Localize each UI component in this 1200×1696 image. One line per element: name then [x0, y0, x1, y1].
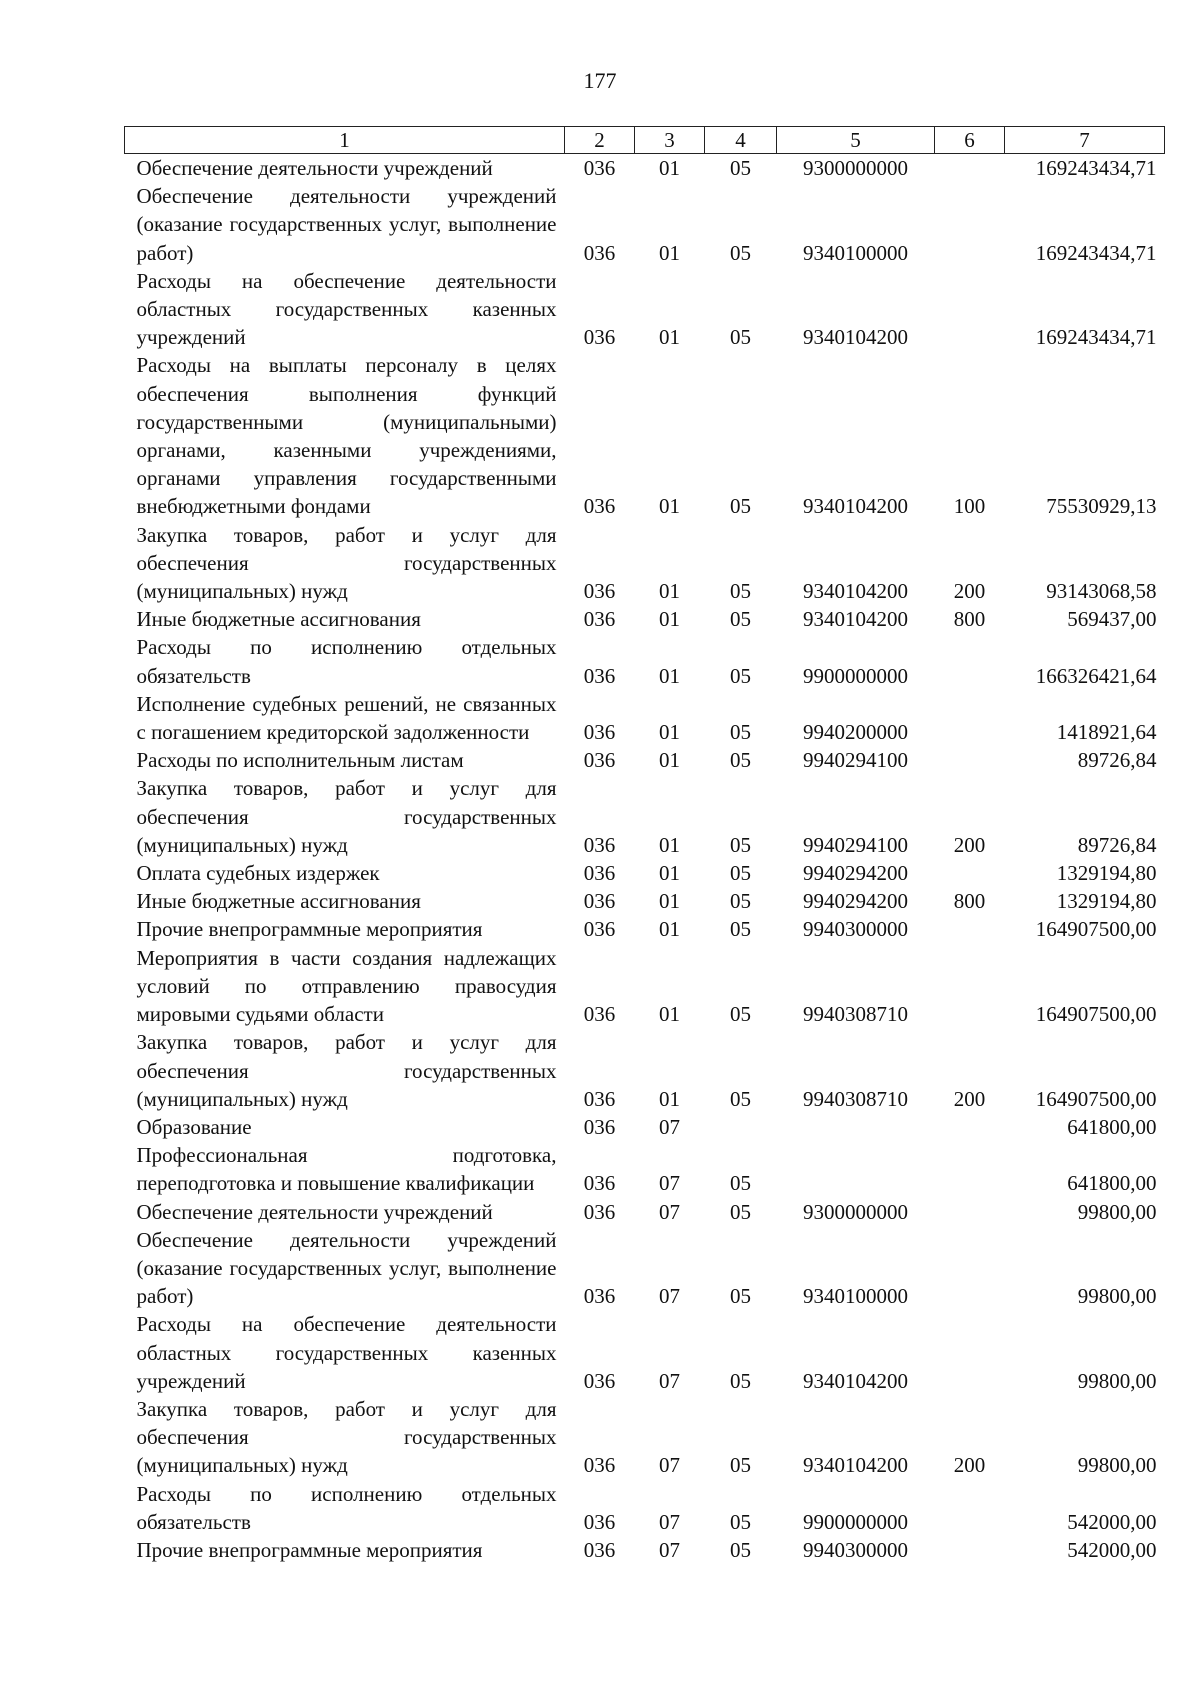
row-amount: 1329194,80	[1056, 889, 1157, 914]
row-amount: 169243434,71	[1035, 240, 1157, 265]
row-code-2: 036	[583, 1199, 616, 1224]
row-amount: 1418921,64	[1056, 720, 1157, 745]
row-code-6	[935, 690, 1005, 746]
row-code-5: 9340100000	[803, 240, 908, 265]
row-code-6	[935, 633, 1005, 689]
row-code-5	[777, 1113, 935, 1141]
row-code-5: 9340104200	[803, 579, 908, 604]
table-row	[125, 1198, 1165, 1226]
table-body	[125, 154, 1165, 1565]
row-code-4: 05	[730, 748, 751, 773]
row-code-4: 05	[730, 1453, 751, 1478]
row-code-6	[935, 1141, 1005, 1197]
row-code-5: 9340100000	[803, 1284, 908, 1309]
row-amount: 169243434,71	[1035, 156, 1157, 180]
row-code-3: 01	[659, 607, 680, 632]
row-code-6	[935, 1226, 1005, 1311]
row-amount: 99800,00	[1077, 1199, 1157, 1224]
row-code-4: 05	[730, 1199, 751, 1224]
row-name: Прочие внепрограммные мероприятия	[136, 1537, 483, 1562]
row-code-3: 01	[659, 240, 680, 265]
column-header-4: 4	[705, 127, 777, 154]
table-row	[125, 1536, 1165, 1564]
table-row	[125, 351, 1165, 520]
row-code-3: 01	[659, 861, 680, 886]
table-row	[125, 182, 1165, 267]
row-name: Обеспечение деятельности учреждений (оказание государственных услуг, выполнение работ)	[136, 184, 557, 265]
table-row	[125, 944, 1165, 1029]
row-code-3: 01	[659, 832, 680, 857]
row-name: Закупка товаров, работ и услуг для обеспечения государственных (муниципальных) нужд	[136, 522, 557, 604]
table-row	[125, 1141, 1165, 1197]
row-code-4: 05	[730, 607, 751, 632]
row-code-3: 07	[659, 1171, 680, 1196]
table-row	[125, 633, 1165, 689]
table-row	[125, 1028, 1165, 1113]
row-code-6: 200	[953, 579, 986, 604]
row-name: Закупка товаров, работ и услуг для обеспечения государственных (муниципальных) нужд	[136, 1396, 557, 1478]
row-amount: 93143068,58	[1046, 579, 1157, 604]
row-code-5: 9900000000	[803, 663, 908, 688]
table-header	[125, 127, 1165, 154]
row-code-3: 01	[659, 663, 680, 688]
column-header-6: 6	[935, 127, 1005, 154]
row-code-5: 9940200000	[803, 720, 908, 745]
row-name: Исполнение судебных решений, не связанных с погашением кредиторской задолженности	[136, 691, 557, 745]
row-code-2: 036	[583, 1509, 616, 1534]
row-code-4: 05	[730, 720, 751, 745]
row-code-5: 9940294200	[803, 861, 908, 886]
row-code-6: 800	[953, 889, 986, 914]
row-code-3: 01	[659, 917, 680, 942]
row-code-5: 9340104200	[803, 325, 908, 350]
row-code-3: 07	[659, 1199, 680, 1224]
row-code-2: 036	[583, 240, 616, 265]
row-code-2: 036	[583, 1086, 616, 1111]
row-amount: 169243434,71	[1035, 325, 1157, 350]
row-name: Обеспечение деятельности учреждений (оказание государственных услуг, выполнение работ)	[136, 1227, 557, 1309]
row-code-6: 800	[953, 607, 986, 632]
row-name: Иные бюджетные ассигнования	[136, 607, 421, 632]
row-amount: 99800,00	[1077, 1284, 1157, 1309]
table-row	[125, 1310, 1165, 1395]
row-name: Иные бюджетные ассигнования	[136, 889, 421, 914]
row-code-4: 05	[730, 917, 751, 942]
table-row	[125, 605, 1165, 633]
row-code-4: 05	[730, 579, 751, 604]
row-code-6	[935, 1480, 1005, 1536]
row-code-3: 01	[659, 748, 680, 773]
column-header-2: 2	[565, 127, 635, 154]
row-code-4: 05	[730, 861, 751, 886]
row-amount: 99800,00	[1077, 1453, 1157, 1478]
row-name: Образование	[136, 1114, 252, 1139]
row-code-2: 036	[583, 1537, 616, 1562]
row-code-4: 05	[730, 494, 751, 519]
row-code-2: 036	[583, 832, 616, 857]
column-header-1: 1	[125, 127, 565, 154]
row-name: Обеспечение деятельности учреждений	[136, 1199, 493, 1224]
budget-table	[124, 126, 1165, 1564]
row-code-6	[935, 1310, 1005, 1395]
row-amount: 641800,00	[1067, 1171, 1157, 1196]
row-name: Оплата судебных издержек	[136, 861, 380, 886]
row-code-2: 036	[583, 156, 616, 180]
row-code-4: 05	[730, 1002, 751, 1027]
table-row	[125, 746, 1165, 774]
row-code-5: 9940308710	[803, 1086, 908, 1111]
row-name: Закупка товаров, работ и услуг для обеспечения государственных (муниципальных) нужд	[136, 1030, 557, 1111]
row-code-6	[935, 915, 1005, 943]
row-code-2: 036	[583, 889, 616, 914]
row-name: Закупка товаров, работ и услуг для обеспечения государственных (муниципальных) нужд	[136, 776, 557, 857]
row-amount: 164907500,00	[1035, 1086, 1157, 1111]
row-code-5: 9340104200	[803, 494, 908, 519]
row-code-2: 036	[583, 748, 616, 773]
table-row	[125, 1480, 1165, 1536]
table-row	[125, 267, 1165, 352]
row-code-4: 05	[730, 156, 751, 180]
table-row	[125, 774, 1165, 859]
row-code-4	[705, 1113, 777, 1141]
row-code-3: 07	[659, 1453, 680, 1478]
row-code-6	[935, 1536, 1005, 1564]
row-code-2: 036	[583, 720, 616, 745]
table-row	[125, 690, 1165, 746]
row-amount: 164907500,00	[1035, 917, 1157, 942]
row-code-3: 07	[659, 1368, 680, 1393]
row-code-4: 05	[730, 1368, 751, 1393]
row-code-4: 05	[730, 325, 751, 350]
row-code-6: 100	[953, 494, 986, 519]
row-code-5: 9940300000	[803, 917, 908, 942]
row-code-3: 01	[659, 1002, 680, 1027]
row-code-6	[935, 154, 1005, 183]
row-code-3: 07	[659, 1537, 680, 1562]
row-code-2: 036	[583, 861, 616, 886]
row-code-4: 05	[730, 889, 751, 914]
row-name: Мероприятия в части создания надлежащих условий по отправлению правосудия мировыми судьями области	[136, 945, 557, 1027]
row-name: Расходы по исполнительным листам	[136, 748, 464, 773]
row-code-2: 036	[583, 1171, 616, 1196]
row-amount: 164907500,00	[1035, 1002, 1157, 1027]
row-code-3: 01	[659, 156, 680, 180]
row-code-2: 036	[583, 663, 616, 688]
row-amount: 89726,84	[1077, 748, 1157, 773]
row-amount: 166326421,64	[1035, 663, 1157, 688]
column-header-5: 5	[777, 127, 935, 154]
row-amount: 542000,00	[1067, 1509, 1157, 1534]
row-amount: 1329194,80	[1056, 861, 1157, 886]
row-code-5: 9340104200	[803, 1368, 908, 1393]
row-code-5: 9940294200	[803, 889, 908, 914]
row-name: Расходы на выплаты персоналу в целях обеспечения выполнения функций государственными (муниципальными) органами, казенными учреждениями, органами управления государственными внебюджетными фондами	[136, 353, 557, 519]
row-code-2: 036	[583, 1002, 616, 1027]
header-row	[125, 127, 1165, 154]
row-code-6	[935, 267, 1005, 352]
table-row	[125, 915, 1165, 943]
row-code-5: 9940294100	[803, 748, 908, 773]
row-code-2: 036	[583, 1368, 616, 1393]
row-code-4: 05	[730, 1086, 751, 1111]
row-code-4: 05	[730, 1509, 751, 1534]
row-code-5: 9940308710	[803, 1002, 908, 1027]
row-name: Профессиональная подготовка, переподготовка и повышение квалификации	[136, 1143, 557, 1196]
row-code-6	[935, 746, 1005, 774]
table-row	[125, 1226, 1165, 1311]
row-code-3: 07	[659, 1114, 680, 1139]
row-code-6: 200	[953, 1086, 986, 1111]
row-code-5: 9300000000	[803, 1199, 908, 1224]
row-code-6: 200	[953, 832, 986, 857]
column-header-7: 7	[1005, 127, 1165, 154]
row-code-4: 05	[730, 1284, 751, 1309]
row-code-3: 07	[659, 1284, 680, 1309]
row-amount: 641800,00	[1067, 1114, 1157, 1139]
row-code-5: 9340104200	[803, 1453, 908, 1478]
row-code-5: 9340104200	[803, 607, 908, 632]
row-code-2: 036	[583, 579, 616, 604]
table-row	[125, 887, 1165, 915]
row-name: Расходы на обеспечение деятельности областных государственных казенных учреждений	[136, 268, 557, 350]
row-code-4: 05	[730, 832, 751, 857]
row-code-2: 036	[583, 1114, 616, 1139]
row-code-4: 05	[730, 1171, 751, 1196]
row-amount: 542000,00	[1067, 1537, 1157, 1562]
row-code-2: 036	[583, 1284, 616, 1309]
row-code-5: 9300000000	[803, 156, 908, 180]
row-name: Расходы по исполнению отдельных обязательств	[136, 1481, 557, 1534]
row-code-3: 01	[659, 579, 680, 604]
row-code-2: 036	[583, 325, 616, 350]
row-code-6	[935, 1198, 1005, 1226]
row-code-3: 01	[659, 889, 680, 914]
row-code-2: 036	[583, 494, 616, 519]
row-name: Обеспечение деятельности учреждений	[136, 156, 493, 180]
row-code-3: 01	[659, 325, 680, 350]
row-code-5: 9940294100	[803, 832, 908, 857]
row-code-3: 01	[659, 494, 680, 519]
table-row	[125, 1113, 1165, 1141]
row-code-2: 036	[583, 1453, 616, 1478]
row-amount: 89726,84	[1077, 832, 1157, 857]
table-row	[125, 859, 1165, 887]
row-amount: 569437,00	[1067, 607, 1157, 632]
table-row	[125, 1395, 1165, 1480]
row-code-6	[935, 944, 1005, 1029]
row-code-6	[935, 859, 1005, 887]
row-name: Расходы по исполнению отдельных обязательств	[136, 635, 557, 688]
row-code-6: 200	[953, 1453, 986, 1478]
row-code-3: 01	[659, 1086, 680, 1111]
row-name: Расходы на обеспечение деятельности областных государственных казенных учреждений	[136, 1312, 557, 1393]
row-amount: 75530929,13	[1046, 494, 1157, 519]
row-code-2: 036	[583, 607, 616, 632]
row-code-5: 9940300000	[803, 1537, 908, 1562]
row-amount: 99800,00	[1077, 1368, 1157, 1393]
row-code-3: 07	[659, 1509, 680, 1534]
row-code-5: 9900000000	[803, 1509, 908, 1534]
table-row	[125, 154, 1165, 183]
row-code-6	[935, 1113, 1005, 1141]
row-code-4: 05	[730, 663, 751, 688]
page-number: 177	[583, 68, 617, 93]
column-header-3: 3	[635, 127, 705, 154]
row-code-2: 036	[583, 917, 616, 942]
row-name: Прочие внепрограммные мероприятия	[136, 917, 483, 942]
row-code-3: 01	[659, 720, 680, 745]
row-code-4: 05	[730, 240, 751, 265]
table-row	[125, 521, 1165, 606]
row-code-5	[777, 1141, 935, 1197]
row-code-6	[935, 182, 1005, 267]
row-code-4: 05	[730, 1537, 751, 1562]
